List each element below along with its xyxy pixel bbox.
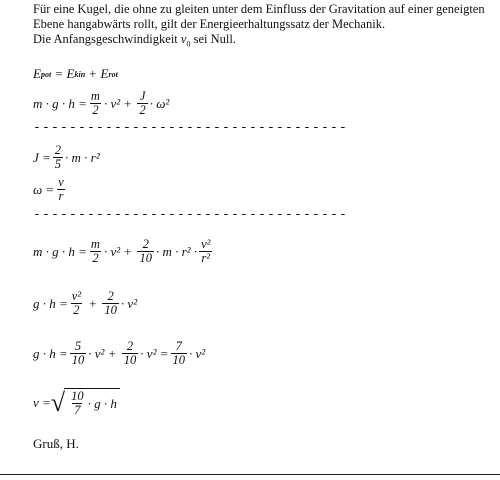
eq5-f1-num: m [90,237,100,251]
intro-paragraph [33,2,495,52]
eq2-plus: + [124,95,132,111]
equation-combined [33,340,205,367]
eq2-f1-den: 2 [92,103,99,117]
separator-line-2: ----------------------------------- [33,207,349,222]
eq1-term2-sub: rot [108,69,118,79]
eq3-f-den: 5 [54,157,62,171]
eq1-term2: E [100,66,109,81]
equation-result-velocity [33,388,120,418]
eq5-term1: · v² [103,243,121,259]
eq7-f1-den: 10 [71,353,85,367]
eq6-f1-den: 2 [73,303,80,317]
eq6-lhs: g · h = [33,295,68,311]
eq7-f1-num: 5 [74,339,82,353]
eq6-f2-den: 10 [104,303,117,317]
eq7-f3-den: 10 [172,353,185,367]
eq5-f2-den: 10 [139,251,152,265]
eq5-f1-den: 2 [92,251,99,265]
eq1-equals: = [55,66,63,81]
eq1-lhs-sub: pot [40,69,52,79]
eq4-f-num: v [58,175,64,189]
equation-moment-of-inertia [33,144,100,171]
eq2-term1: · v² [103,95,121,111]
intro-line-3-suffix: sei Null. [190,32,236,46]
eq8-lhs: v = [33,395,51,410]
eq7-f2-num: 2 [126,339,134,353]
eq1-term1-sub: kin [74,69,86,79]
eq5-fraction-2 [137,238,154,265]
eq1-term1: E [66,66,75,81]
equation-angular-velocity [33,176,68,203]
intro-velocity-subscript: 0 [186,39,191,49]
eq7-term3: · v² [189,345,206,361]
eq5-plus: + [124,243,132,259]
intro-line-3 [33,32,495,52]
eq5-f2-num: 2 [142,237,149,251]
eq1-plus: + [89,66,97,81]
eq7-lhs: g · h = [33,345,68,361]
sqrt-icon: √ [50,388,66,417]
eq6-fraction-2 [102,290,119,317]
separator-line-1: ----------------------------------- [33,120,349,135]
eq7-term2: · v² = [140,345,169,361]
eq8-f-num: 10 [71,389,84,403]
footer-divider [0,474,500,475]
eq7-term1: · v² [88,345,105,361]
eq7-fraction-2 [122,340,139,367]
equation-simplified [33,290,137,317]
eq8-fraction [69,390,86,417]
eq5-f3-den: r² [201,251,211,265]
sqrt-radicand [64,388,120,418]
eq2-lhs: m · g · h = [33,95,87,111]
eq5-fraction-3 [199,238,212,265]
intro-velocity-symbol: v [180,32,187,46]
eq7-fraction-1 [70,340,87,367]
eq5-lhs: m · g · h = [33,243,87,259]
equation-substituted [33,238,214,265]
eq2-f2-num: J [139,89,146,103]
eq1-lhs: E [33,66,41,81]
eq6-fraction-1 [70,290,83,317]
intro-line-3-prefix: Die Anfangsgeschwindigkeit [33,32,181,46]
eq6-f2-num: 2 [107,289,114,303]
equation-energy-expanded [33,90,169,117]
eq4-fraction [56,176,66,203]
eq2-fraction-2 [137,90,147,117]
eq7-fraction-3 [171,340,188,367]
greeting-signature: Gruß, H. [33,436,79,451]
eq8-f-den: 7 [74,403,81,417]
eq7-f3-num: 7 [175,339,182,353]
square-root [51,388,120,418]
eq5-fraction-1 [89,238,102,265]
eq5-f3-num: v² [201,237,211,251]
eq6-term2: · v² [120,295,138,311]
eq3-fraction [53,144,63,171]
eq6-plus: + [89,295,97,311]
eq3-f-num: 2 [54,143,62,157]
equation-energy-sum [33,66,118,82]
eq2-term2: · ω² [149,95,170,111]
intro-line-2: Ebene hangabwärts rollt, gilt der Energieerhaltungssatz der Mechanik. [33,17,386,31]
eq7-f2-den: 10 [123,353,137,367]
eq2-fraction-1 [89,90,102,117]
eq4-lhs: ω = [33,181,55,197]
eq2-f2-den: 2 [139,103,146,117]
eq6-f1-num: v² [71,289,82,303]
eq7-plus: + [108,345,116,361]
eq5-term2: · m · r² · [155,243,198,259]
eq2-f1-num: m [90,89,100,103]
eq3-lhs: J = [33,149,51,165]
eq3-term: · m · r² [65,149,100,165]
eq8-term: · g · h [87,395,117,411]
eq4-f-den: r [58,189,64,203]
intro-line-1: Für eine Kugel, die ohne zu gleiten unter dem Einfluss der Gravitation auf einer geneigten [33,2,485,16]
